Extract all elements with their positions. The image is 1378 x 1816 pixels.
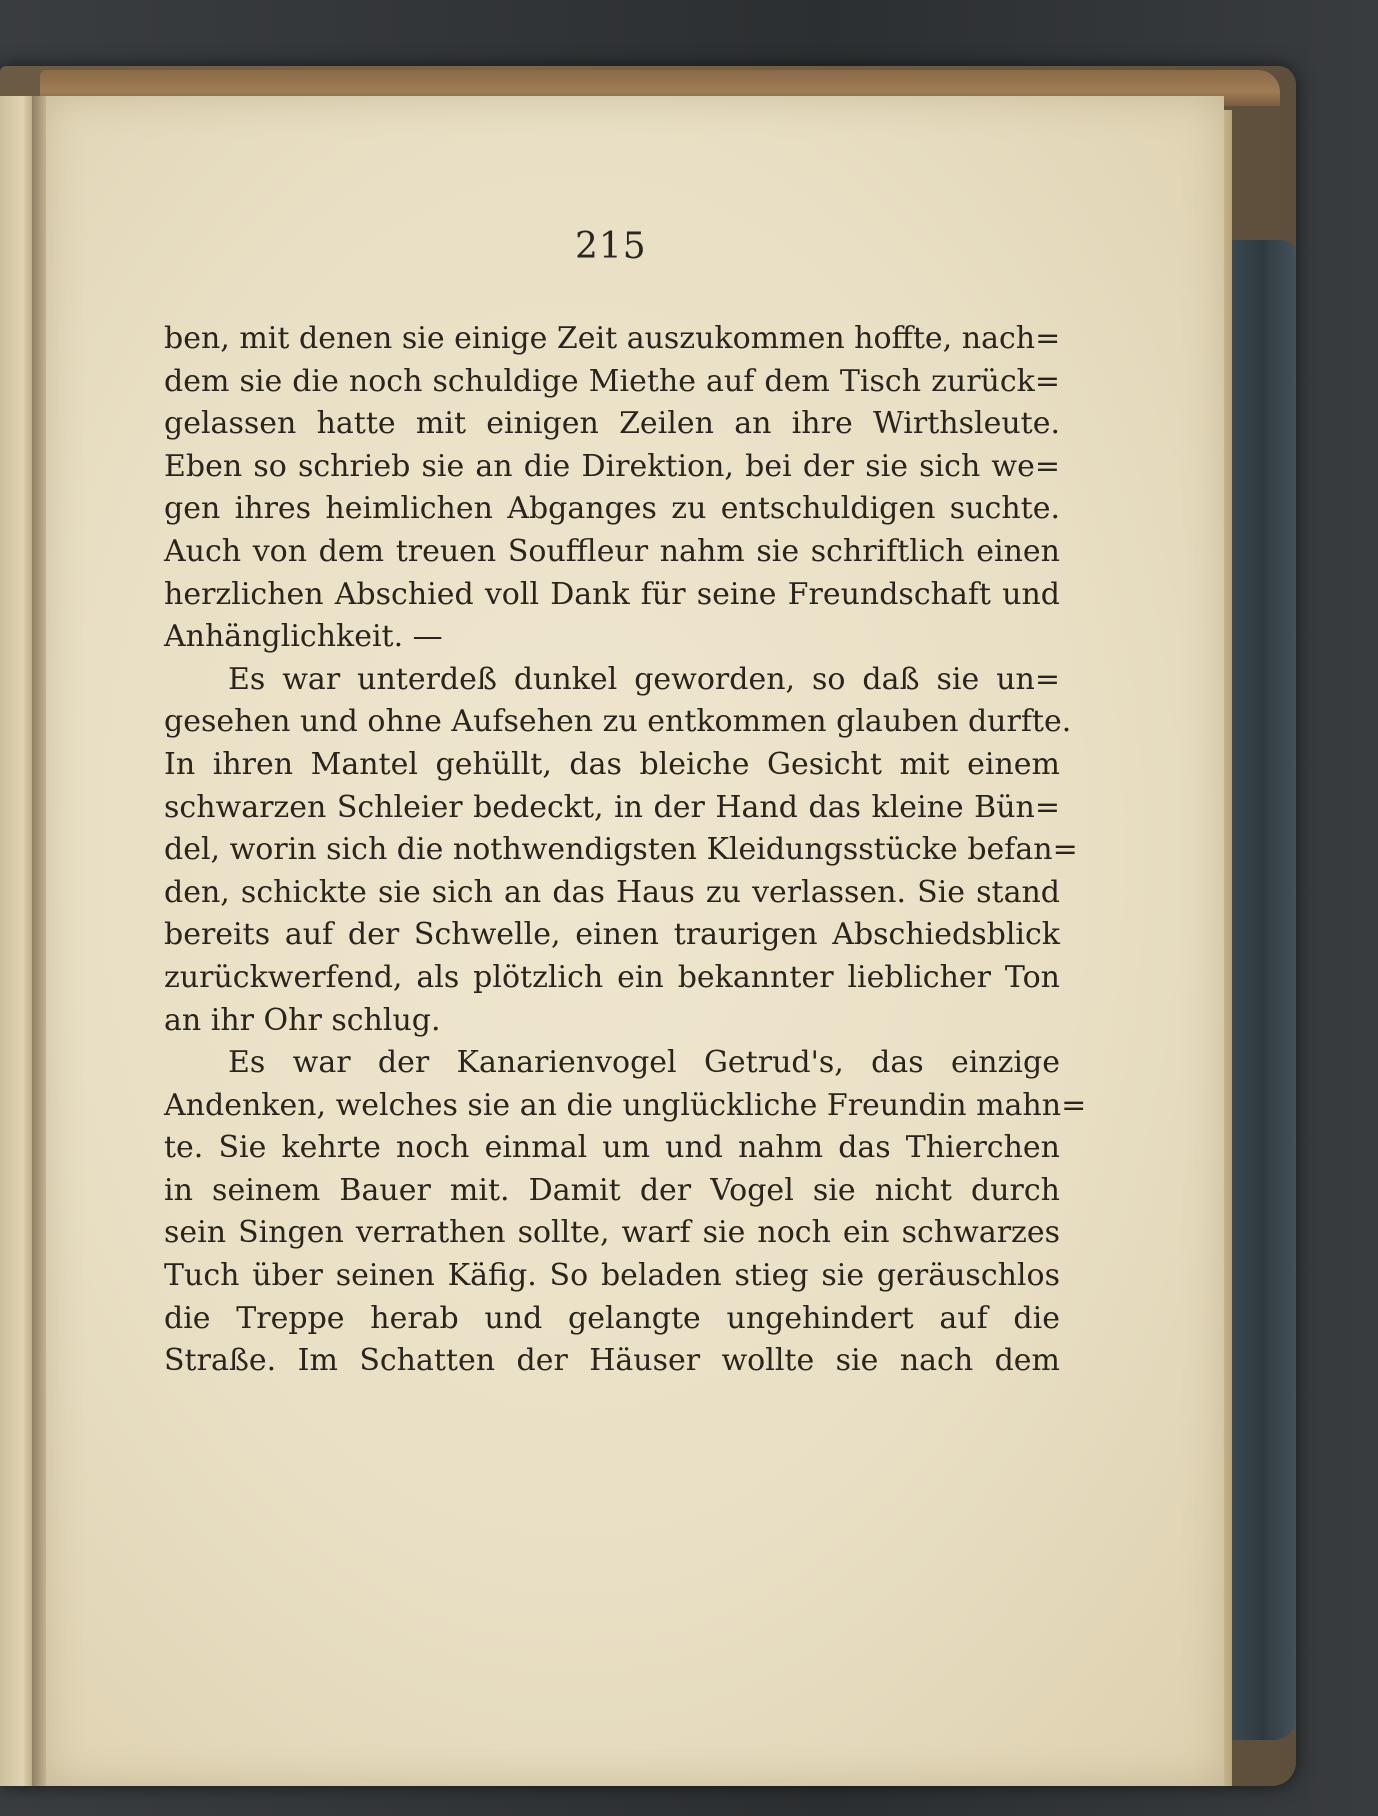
text-line: ben, mit denen sie einige Zeit auszukommen hoffte, nach= bbox=[164, 321, 1061, 356]
text-line: die Treppe herab und gelangte ungehindert auf die bbox=[164, 1300, 1060, 1336]
cover-right-edge bbox=[1228, 240, 1296, 1740]
text-line: zurückwerfend, als plötzlich ein bekannter lieblicher Ton bbox=[164, 959, 1060, 995]
text-line: sein Singen verrathen sollte, warf sie noch ein schwarzes bbox=[164, 1215, 1060, 1251]
page-number: 215 bbox=[575, 226, 647, 267]
facing-page-edge bbox=[0, 96, 32, 1786]
page-text bbox=[164, 318, 1087, 1383]
text-line: den, schickte sie sich an das Haus zu verlassen. Sie stand bbox=[164, 874, 1060, 910]
text-line: Auch von dem treuen Souffleur nahm sie schriftlich einen bbox=[164, 533, 1060, 569]
text-line: Es war unterdeß dunkel geworden, so daß sie un= bbox=[228, 661, 1060, 697]
text-line: Es war der Kanarienvogel Getrud's, das einzige bbox=[228, 1045, 1060, 1081]
text-line: Eben so schrieb sie an die Direktion, bei der sie sich we= bbox=[164, 448, 1060, 484]
text-line: dem sie die noch schuldige Miethe auf dem Tisch zurück= bbox=[164, 363, 1060, 399]
text-line: Straße. Im Schatten der Häuser wollte sie nach dem bbox=[164, 1343, 1060, 1379]
text-line: te. Sie kehrte noch einmal um und nahm das Thierchen bbox=[164, 1130, 1060, 1166]
text-line: gelassen hatte mit einigen Zeilen an ihre Wirthsleute. bbox=[164, 406, 1060, 442]
text-line: In ihren Mantel gehüllt, das bleiche Gesicht mit einem bbox=[164, 746, 1060, 782]
text-line: herzlichen Abschied voll Dank für seine Freundschaft und bbox=[164, 576, 1060, 612]
text-line: gen ihres heimlichen Abganges zu entschuldigen suchte. bbox=[164, 491, 1060, 527]
text-line: an ihr Ohr schlug. bbox=[164, 1002, 441, 1038]
text-line: Andenken, welches sie an die unglückliche Freundin mahn= bbox=[164, 1087, 1087, 1123]
text-line: bereits auf der Schwelle, einen traurigen Abschiedsblick bbox=[164, 917, 1060, 953]
text-line: schwarzen Schleier bedeckt, in der Hand das kleine Bün= bbox=[164, 789, 1060, 825]
text-line: in seinem Bauer mit. Damit der Vogel sie nicht durch bbox=[164, 1172, 1060, 1208]
text-line: Anhänglichkeit. — bbox=[164, 619, 443, 655]
text-line: del, worin sich die nothwendigsten Kleidungsstücke befan= bbox=[164, 832, 1078, 868]
text-line: Tuch über seinen Käfig. So beladen stieg sie geräuschlos bbox=[164, 1258, 1060, 1294]
text-line: gesehen und ohne Aufsehen zu entkommen glauben durfte. bbox=[164, 704, 1072, 740]
